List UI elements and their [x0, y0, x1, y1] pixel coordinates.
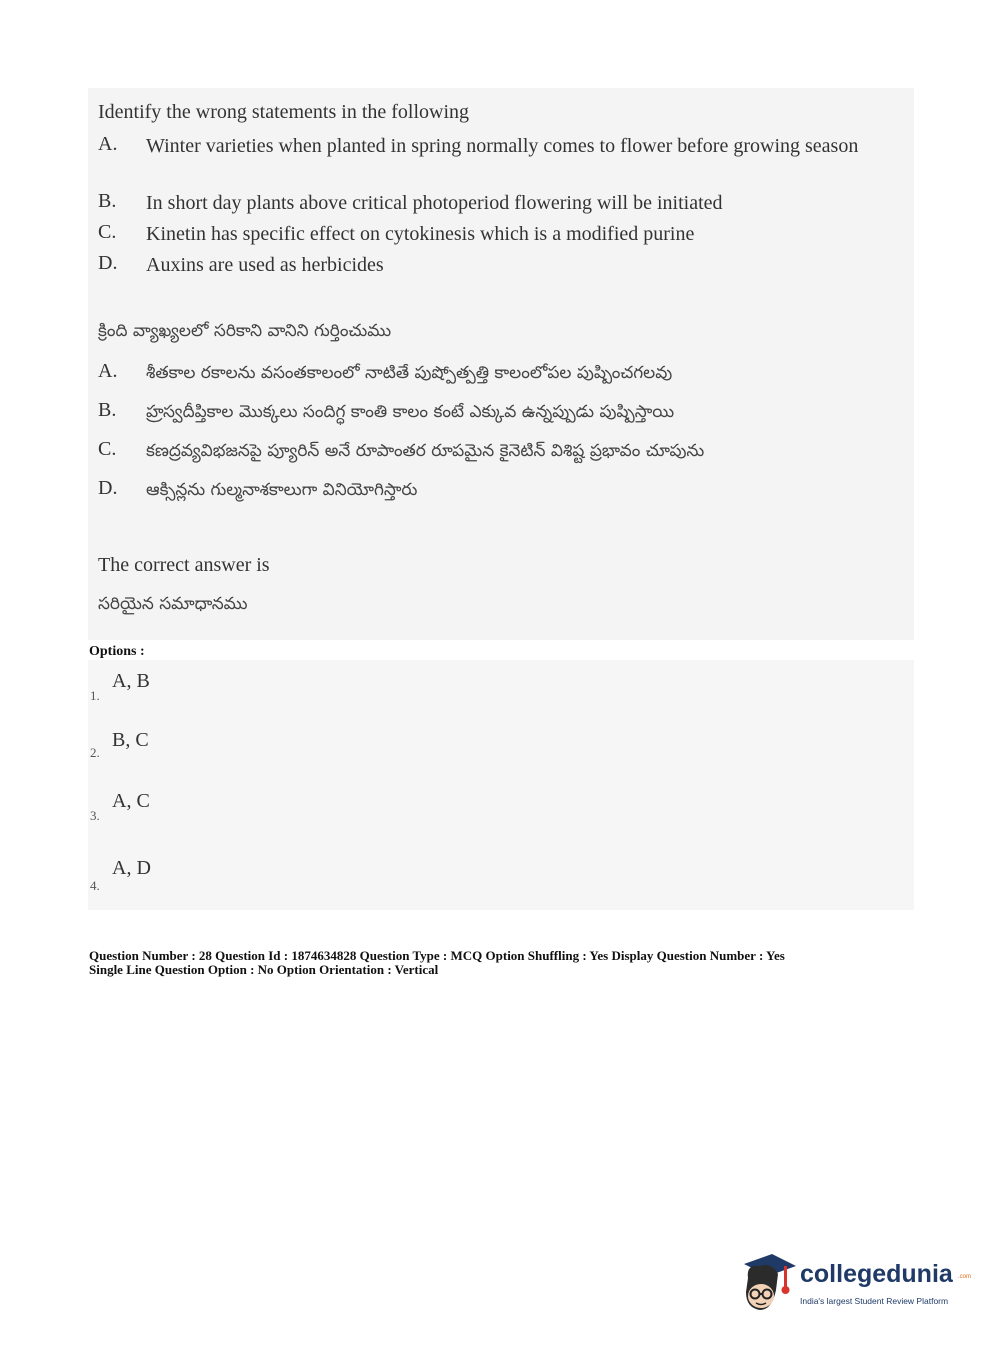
- statement-text: శీతకాల రకాలను వసంతకాలంలో నాటితే పుష్పోత్పత్తి కాలంలోపల పుష్పించగలవు: [146, 363, 673, 383]
- statement-en-c: [98, 221, 866, 247]
- option-text[interactable]: A, D: [112, 857, 151, 879]
- statement-label: A.: [98, 133, 118, 155]
- question-prompt-te: క్రింది వ్యాఖ్యలలో సరికాని వానిని గుర్తించుము: [98, 321, 392, 341]
- statement-text: Auxins are used as herbicides: [146, 254, 384, 276]
- statement-label: D.: [98, 252, 118, 274]
- statement-text: ఆక్సిన్లను గుల్మనాశకాలుగా వినియోగిస్తారు: [146, 480, 418, 500]
- statement-label: C.: [98, 221, 117, 243]
- option-number: 1.: [90, 688, 100, 703]
- logo-wordmark: collegedunia: [800, 1260, 953, 1288]
- options-label: Options :: [89, 644, 145, 659]
- statement-en-b: [98, 190, 866, 216]
- question-prompt-en: Identify the wrong statements in the following: [98, 101, 470, 123]
- option-text[interactable]: A, C: [112, 790, 150, 812]
- student-mascot-icon: [738, 1254, 798, 1318]
- statement-label: B.: [98, 399, 117, 421]
- answer-prompt-te: సరియైన సమాధానము: [98, 594, 248, 614]
- option-text[interactable]: B, C: [112, 729, 149, 751]
- statement-te-a: [98, 360, 866, 386]
- statement-en-a: [98, 133, 866, 159]
- statement-te-d: [98, 477, 866, 503]
- question-meta-line-1: Question Number : 28 Question Id : 1874634828 Question Type : MCQ Option Shuffling : Yes Display Question Number : Yes: [89, 948, 785, 963]
- statement-label: A.: [98, 360, 118, 382]
- statement-te-b: [98, 399, 866, 425]
- statement-text: Winter varieties when planted in spring normally comes to flower before growing season: [146, 135, 859, 157]
- statement-text: హ్రస్వదీప్తికాల మొక్కలు సందిగ్ధ కాంతి కాలం కంటే ఎక్కువ ఉన్నప్పుడు పుష్పిస్తాయి: [146, 402, 675, 422]
- statement-label: D.: [98, 477, 118, 499]
- options-block: [88, 660, 914, 910]
- statement-label: C.: [98, 438, 117, 460]
- statement-te-c: [98, 438, 866, 464]
- collegedunia-logo: [738, 1254, 970, 1318]
- statement-text: Kinetin has specific effect on cytokinesis which is a modified purine: [146, 223, 695, 245]
- statement-en-d: [98, 252, 866, 278]
- logo-suffix: .com: [958, 1274, 972, 1280]
- question-meta-line-2: Single Line Question Option : No Option Orientation : Vertical: [89, 962, 439, 977]
- option-number: 3.: [90, 808, 100, 823]
- statement-text: కణద్రవ్యవిభజనపై ప్యూరిన్ అనే రూపాంతర రూపమైన కైనెటిన్ విశిష్ట ప్రభావం చూపును: [146, 441, 705, 461]
- question-block: [88, 88, 914, 640]
- logo-tagline: India's largest Student Review Platform: [800, 1296, 949, 1306]
- answer-prompt-en: The correct answer is: [98, 554, 270, 576]
- option-number: 2.: [90, 745, 100, 760]
- statement-label: B.: [98, 190, 117, 212]
- statement-text: In short day plants above critical photoperiod flowering will be initiated: [146, 192, 723, 214]
- option-text[interactable]: A, B: [112, 670, 150, 692]
- option-number: 4.: [90, 878, 100, 893]
